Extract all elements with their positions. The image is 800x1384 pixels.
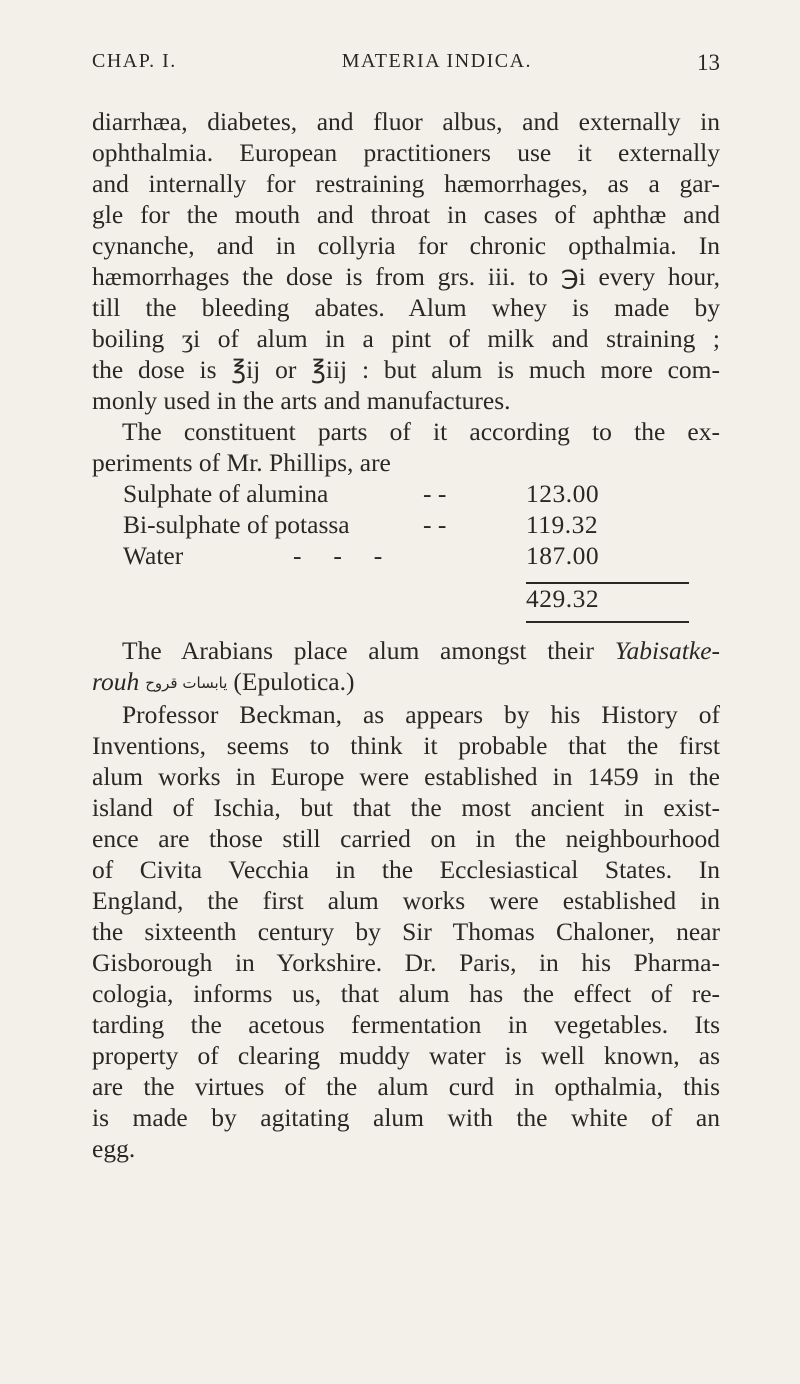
text-line: island of Ischia, but that the most ancient in exist- <box>92 793 720 822</box>
page-number: 13 <box>696 50 720 75</box>
table-row <box>123 478 658 509</box>
component-value: 123.00 <box>526 479 600 508</box>
text-line: egg. <box>92 1134 136 1163</box>
chapter-label: CHAP. I. <box>92 50 177 72</box>
italic-term: Yabisatke- <box>614 636 720 665</box>
table-row <box>123 540 658 571</box>
paragraph-constituents <box>92 416 720 478</box>
italic-term: rouh <box>92 667 140 696</box>
component-name: Water <box>123 541 184 570</box>
component-name: Bi-sulphate of potassa <box>123 510 350 539</box>
running-header <box>92 50 720 76</box>
text-line: diarrhæa, diabetes, and fluor albus, and externally in <box>92 107 720 136</box>
text-line: till the bleeding abates. Alum whey is made by <box>92 293 720 322</box>
book-page <box>92 0 724 1384</box>
total-value: 429.32 <box>526 584 600 613</box>
composition-table <box>123 478 658 635</box>
text-line: England, the first alum works were established in <box>92 886 720 915</box>
running-title: MATERIA INDICA. <box>341 50 533 72</box>
text-line: gle for the mouth and throat in cases of aphthæ and <box>92 200 720 229</box>
text-line <box>92 635 720 666</box>
text-line: Gisborough in Yorkshire. Dr. Paris, in his Pharma- <box>92 948 720 977</box>
text-span: (Epulotica.) <box>233 667 355 696</box>
text-span: The Arabians place alum amongst their <box>122 636 594 665</box>
text-line: Inventions, seems to think it probable that the first <box>92 731 720 760</box>
component-value: 119.32 <box>526 510 599 539</box>
component-value: 187.00 <box>526 541 600 570</box>
table-row <box>123 509 658 540</box>
text-line: cynanche, and in collyria for chronic opthalmia. In <box>92 231 720 260</box>
leader-dashes: - - <box>423 510 447 539</box>
text-line: tarding the acetous fermentation in vegetables. Its <box>92 1010 720 1039</box>
paragraph-history <box>92 699 720 1164</box>
leader-dashes: - - <box>423 479 447 508</box>
text-line: of Civita Vecchia in the Ecclesiastical States. In <box>92 855 720 884</box>
text-line: and internally for restraining hæmorrhages, as a gar- <box>92 169 720 198</box>
text-line: are the virtues of the alum curd in opthalmia, this <box>92 1072 720 1101</box>
text-line: ence are those still carried on in the neighbourhood <box>92 824 720 853</box>
paragraph-arabians <box>92 635 720 699</box>
text-line: The constituent parts of it according to the ex- <box>122 417 720 446</box>
leader-dashes: - - - <box>293 541 383 570</box>
arabic-term: يابسات قروح <box>145 674 228 692</box>
paragraph-uses <box>92 106 720 416</box>
component-name: Sulphate of alumina <box>123 479 329 508</box>
text-line: property of clearing muddy water is well known, as <box>92 1041 720 1070</box>
text-line: monly used in the arts and manufactures. <box>92 386 511 415</box>
text-line: alum works in Europe were established in 1459 in the <box>92 762 720 791</box>
total-row <box>123 571 658 617</box>
text-line: ophthalmia. European practitioners use it externally <box>92 138 720 167</box>
closing-rule <box>526 621 689 623</box>
body-text <box>92 106 720 1164</box>
text-line <box>92 666 720 699</box>
text-line: is made by agitating alum with the white of an <box>92 1103 720 1132</box>
text-line: Professor Beckman, as appears by his History of <box>122 700 720 729</box>
text-line: boiling ʒi of alum in a pint of milk and straining ; <box>92 324 720 353</box>
text-line: cologia, informs us, that alum has the effect of re- <box>92 979 720 1008</box>
text-line: the dose is ℥ij or ℥iij : but alum is much more com- <box>92 355 720 384</box>
text-line: the sixteenth century by Sir Thomas Chaloner, near <box>92 917 720 946</box>
text-line: hæmorrhages the dose is from grs. iii. to ℈i every hour, <box>92 262 720 291</box>
text-line: periments of Mr. Phillips, are <box>92 448 391 477</box>
